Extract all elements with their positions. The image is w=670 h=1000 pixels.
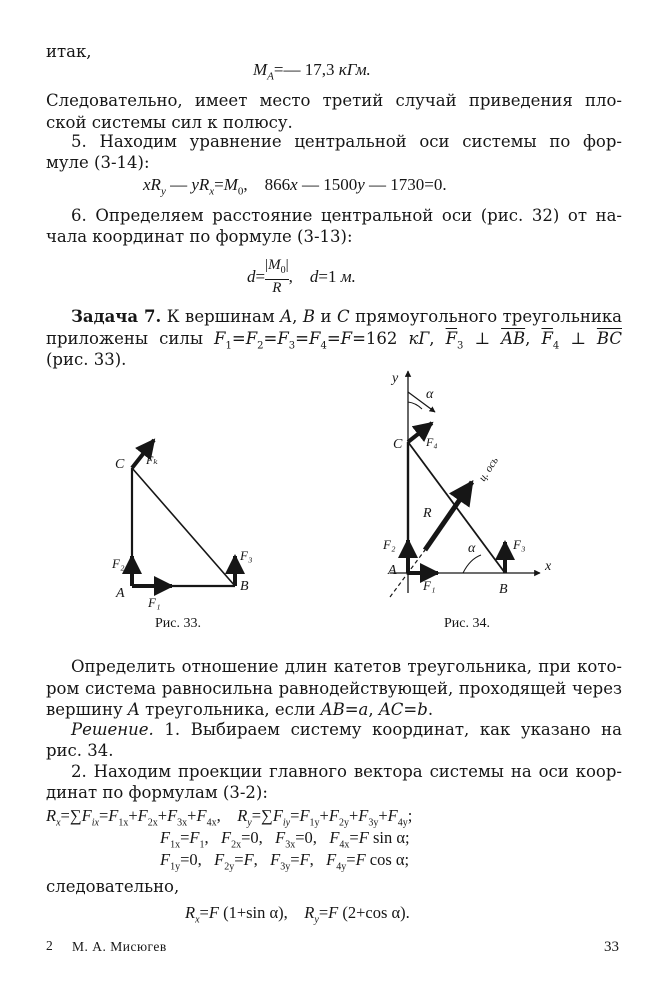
formula-y-projections: $F_{1y}=0$, $F_{2y}=F$, $F_{3y}=F$, $F_{4y}=F$ cos α;: [160, 850, 410, 873]
label-f2: F₂: [383, 537, 396, 552]
figure-33: [100, 430, 270, 620]
label-y: y: [392, 371, 399, 386]
figure-34-caption: Рис. 34.: [444, 616, 490, 631]
text-line: муле (3-14):: [46, 153, 150, 172]
label-f2: F₂: [112, 556, 125, 571]
text-line: (рис. 33).: [46, 350, 127, 369]
label-c: C: [393, 437, 403, 452]
text-line: ром система равносильна равнодействующей, проходящей через: [46, 679, 622, 698]
angle-arc-top: [408, 402, 422, 409]
figure-33-caption: Рис. 33.: [155, 616, 201, 631]
angle-arc-bottom: [463, 555, 481, 573]
resultant-r-arrow: [425, 482, 472, 550]
label-alpha-top: α: [426, 387, 434, 402]
label-r: R: [423, 506, 432, 521]
label-f1: F₁: [148, 595, 161, 610]
label-a: A: [116, 586, 125, 601]
label-x: x: [545, 559, 552, 574]
solution-heading: Решение. 1. Выбираем систему координат, как указано на: [71, 720, 622, 739]
text-line-vertex: вершину A треугольника, если AB=a, AC=b.: [46, 700, 434, 719]
text-line: чала координат по формуле (3-13):: [46, 227, 353, 246]
label-f3: F₃: [513, 537, 526, 552]
text-line: Определить отношение длин катетов треугольника, при кото-: [71, 657, 622, 676]
formula-result: $R_x=F$ (1+sin α), $R_y=F$ (2+cos α).: [185, 903, 410, 926]
formula-central-axis: $xR_y$ — $yR_x=M_0$, 866x — 1500y — 1730=0.: [143, 175, 447, 198]
text-line: ской системы сил к полюсу.: [46, 113, 293, 132]
text-line: 2. Находим проекции главного вектора системы на оси коор-: [71, 762, 622, 781]
text-line: 6. Определяем расстояние центральной оси (рис. 32) от на-: [71, 206, 622, 225]
text-line-forces: приложены силы $F_1=F_2=F_3=F_4=F=162$ кГ, $\overline{F}_3$ ⊥ $\overline{AB}$, $\overline{F}_4$ ⊥ $\overline{BC}$: [46, 329, 622, 352]
text-line: динат по формулам (3-2):: [46, 783, 268, 802]
hypotenuse-bc: [132, 468, 235, 586]
label-c: C: [115, 457, 125, 472]
label-b: B: [240, 579, 249, 594]
formula-distance: d= $\frac{|M_0|}{R}$ , d=1 м.: [247, 257, 356, 296]
formula-x-projections: $F_{1x}=F_1$, $F_{2x}=0$, $F_{3x}=0$, $F_{4x}=F$ sin α;: [160, 828, 410, 851]
text-line: рис. 34.: [46, 741, 114, 760]
label-alpha-bottom: α: [468, 541, 476, 556]
label-central-axis: ц. ось: [476, 454, 501, 484]
formula-moment: $M_A=—$ 17,3 кГм.: [253, 60, 371, 83]
text-line: итак,: [46, 42, 92, 61]
text-line: следовательно,: [46, 877, 180, 896]
problem-heading: Задача 7. К вершинам A, B и C прямоугольного треугольника: [71, 307, 622, 326]
label-a: A: [388, 563, 397, 578]
figure-34: [380, 365, 580, 605]
label-f4: F₄: [426, 435, 438, 449]
signature-mark: 2: [46, 938, 53, 953]
label-f4: Fₖ: [146, 453, 158, 467]
page-number: 33: [604, 939, 619, 955]
label-f3: F₃: [240, 548, 253, 563]
formula-projection-sums: $R_x=\sum F_{ix}=F_{1x}+F_{2x}+F_{3x}+F_{4x}$, $R_y=\sum F_{iy}=F_{1y}+F_{2y}+F_{3y}+F_{4y}$;: [46, 806, 413, 829]
text-line: Следовательно, имеет место третий случай приведения пло-: [46, 91, 622, 110]
label-b: B: [499, 582, 508, 597]
footer-author: М. А. Мисюгев: [72, 939, 167, 954]
text-line: 5. Находим уравнение центральной оси системы по фор-: [71, 132, 622, 151]
label-f1: F₁: [423, 578, 436, 593]
